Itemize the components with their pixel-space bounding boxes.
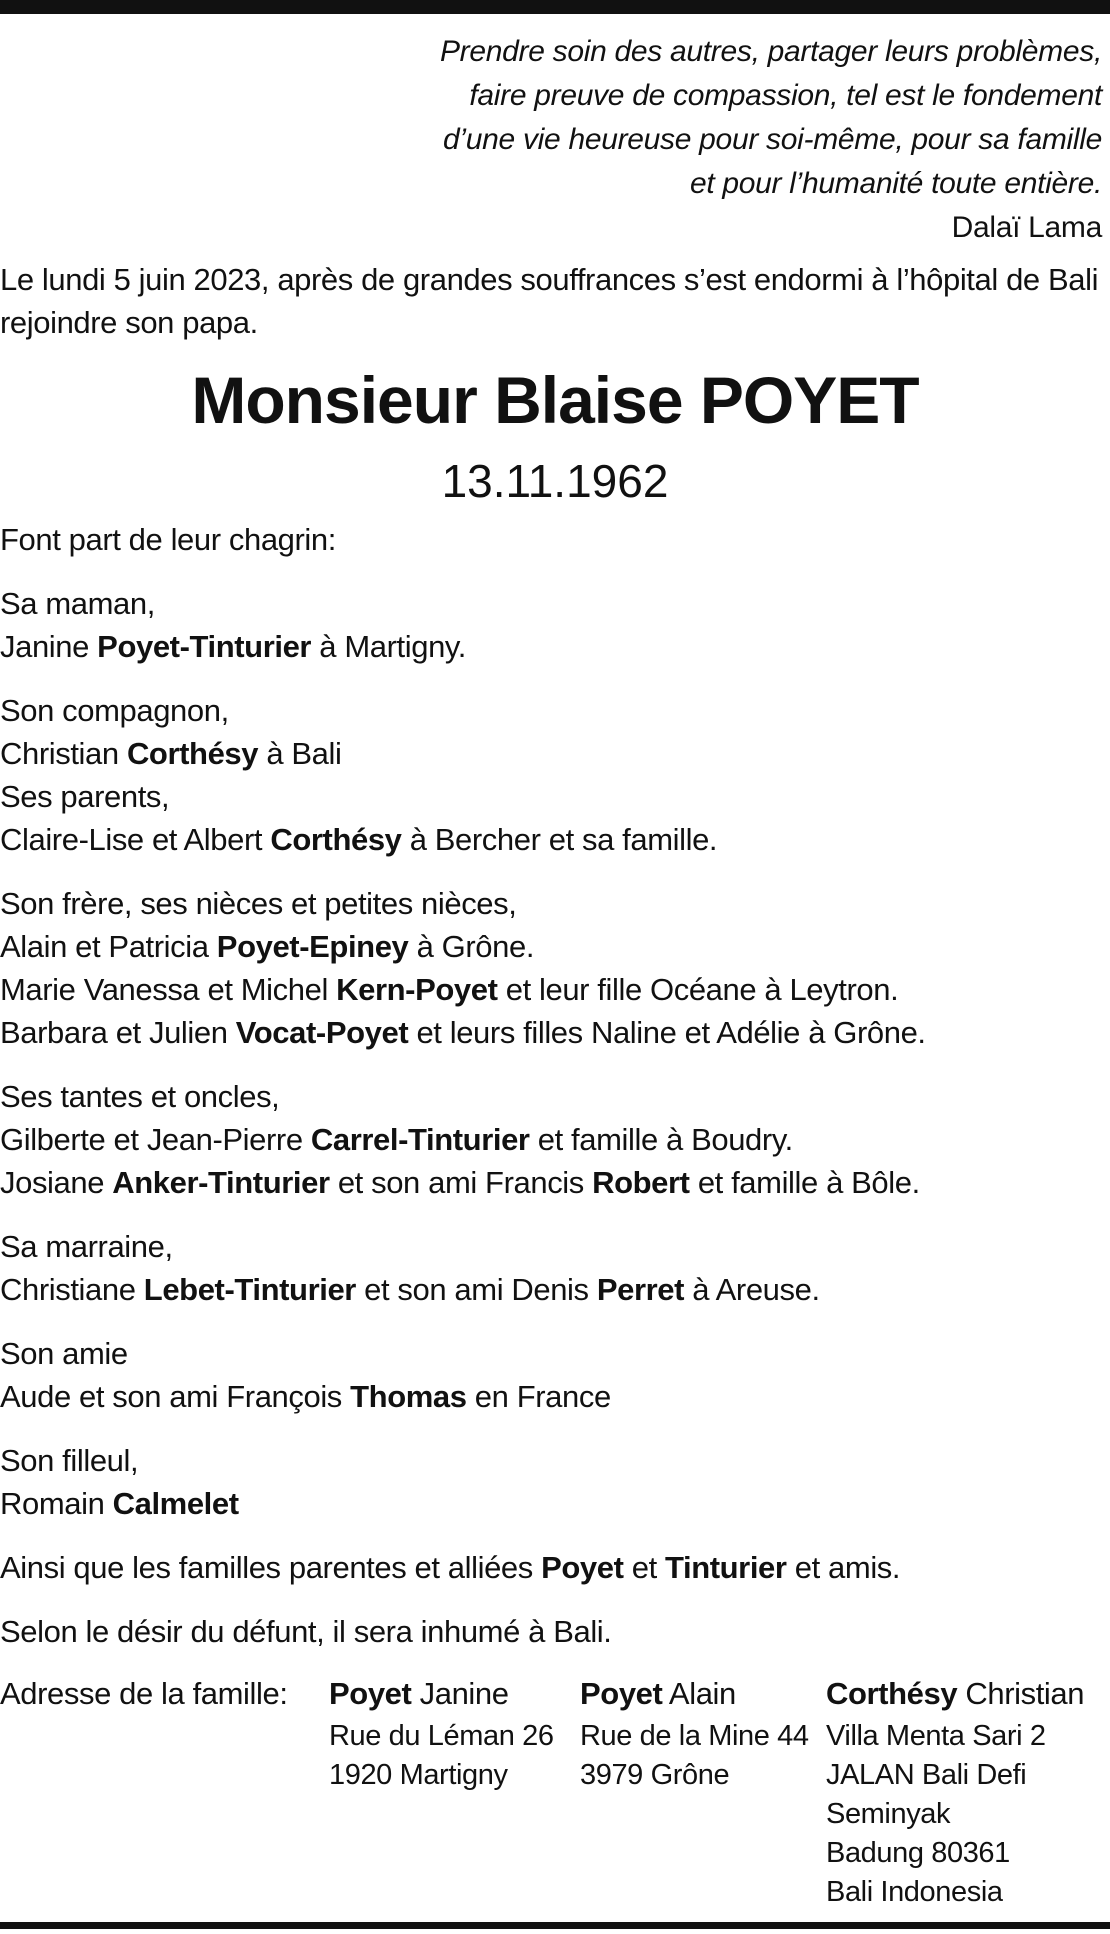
family-surname: Tinturier <box>665 1550 787 1585</box>
address-line: Bali Indonesia <box>826 1876 1003 1908</box>
bottom-rule <box>0 1922 1110 1929</box>
family-surname: Vocat-Poyet <box>235 1015 409 1050</box>
text-run: Gilberte et Jean-Pierre <box>0 1122 311 1157</box>
address-surname: Corthésy <box>826 1676 958 1711</box>
announcement-paragraph <box>0 1225 1110 1311</box>
announcement-line <box>0 1610 1110 1653</box>
text-run: et leur fille Océane à Leytron. <box>497 972 899 1007</box>
text-run: et famille à Bôle. <box>689 1165 920 1200</box>
text-run: Christiane <box>0 1272 144 1307</box>
announcement-line <box>0 968 1110 1011</box>
text-run: Selon le désir du défunt, il sera inhumé à Bali. <box>0 1614 612 1649</box>
address-name <box>826 1672 1084 1715</box>
announcement-paragraph <box>0 882 1110 1054</box>
text-run: Barbara et Julien <box>0 1015 236 1050</box>
text-run: Son frère, ses nièces et petites nièces, <box>0 886 517 921</box>
text-run: à Grône. <box>408 929 535 964</box>
address-name <box>329 1672 554 1715</box>
address-line: Villa Menta Sari 2 <box>826 1720 1046 1752</box>
text-run: et famille à Boudry. <box>529 1122 793 1157</box>
announcement-paragraph <box>0 518 1110 561</box>
address-firstname: Janine <box>411 1676 509 1711</box>
announcement-paragraph <box>0 689 1110 861</box>
announcement-line <box>0 1439 1110 1482</box>
intro-text: Le lundi 5 juin 2023, après de grandes souffrances s’est endormi à l’hôpital de Bali rejoindre son papa. <box>0 262 1099 340</box>
announcement-line <box>0 818 1110 861</box>
text-run: et son ami Francis <box>329 1165 593 1200</box>
family-surname: Anker-Tinturier <box>112 1165 330 1200</box>
family-surname: Calmelet <box>112 1486 239 1521</box>
announcement-line <box>0 732 1110 775</box>
birth-date: 13.11.1962 <box>441 455 669 507</box>
announcement-paragraph <box>0 1546 1110 1589</box>
text-run: Romain <box>0 1486 113 1521</box>
address-line: 3979 Grône <box>580 1759 730 1791</box>
announcement-paragraph <box>0 1610 1110 1653</box>
family-surname: Thomas <box>350 1379 467 1414</box>
text-run: Janine <box>0 629 98 664</box>
announcement-line <box>0 1375 1110 1418</box>
announcement-line <box>0 518 1110 561</box>
text-run: Aude et son ami François <box>0 1379 351 1414</box>
text-run: Claire-Lise et Albert <box>0 822 271 857</box>
announcement-line <box>0 1118 1110 1161</box>
text-run: Ses tantes et oncles, <box>0 1079 280 1114</box>
address-surname: Poyet <box>580 1676 663 1711</box>
announcement-line <box>0 775 1110 818</box>
text-run: Marie Vanessa et Michel <box>0 972 337 1007</box>
top-rule <box>0 0 1110 14</box>
announcement-paragraph <box>0 1332 1110 1418</box>
address-label: Adresse de la famille: <box>0 1676 288 1711</box>
text-run: en France <box>466 1379 611 1414</box>
family-surname: Robert <box>592 1165 690 1200</box>
announcement-line <box>0 1482 1110 1525</box>
announcement-line <box>0 1332 1110 1375</box>
announcement-line <box>0 625 1110 668</box>
address-name <box>580 1672 809 1715</box>
text-run: à Areuse. <box>684 1272 820 1307</box>
address-firstname: Christian <box>957 1676 1085 1711</box>
quote-line: d’une vie heureuse pour soi-même, pour sa famille <box>443 123 1102 156</box>
announcement-paragraph <box>0 1439 1110 1525</box>
announcement-paragraph <box>0 1075 1110 1204</box>
announcement-line <box>0 1546 1110 1589</box>
announcement-line <box>0 1011 1110 1054</box>
family-surname: Perret <box>596 1272 685 1307</box>
announcement-line <box>0 689 1110 732</box>
announcement-body <box>0 518 1110 1674</box>
text-run: et son ami Denis <box>355 1272 597 1307</box>
address-line: Seminyak <box>826 1798 951 1830</box>
quote-line: Prendre soin des autres, partager leurs problèmes, <box>439 35 1102 68</box>
text-run: Sa maman, <box>0 586 155 621</box>
announcement-line <box>0 925 1110 968</box>
announcement-line <box>0 582 1110 625</box>
address-surname: Poyet <box>329 1676 412 1711</box>
family-surname: Poyet-Epiney <box>216 929 409 964</box>
text-run: à Bercher et sa famille. <box>401 822 718 857</box>
announcement-paragraph <box>0 582 1110 668</box>
family-surname: Poyet-Tinturier <box>97 629 312 664</box>
text-run: Ses parents, <box>0 779 170 814</box>
family-surname: Lebet-Tinturier <box>143 1272 356 1307</box>
text-run: Son compagnon, <box>0 693 229 728</box>
address-column <box>580 1672 809 1795</box>
deceased-name: Monsieur Blaise POYET <box>191 363 919 437</box>
text-run: et amis. <box>786 1550 901 1585</box>
announcement-line <box>0 882 1110 925</box>
announcement-line <box>0 1161 1110 1204</box>
address-line: 1920 Martigny <box>329 1759 508 1791</box>
text-run: et leurs filles Naline et Adélie à Grône. <box>408 1015 926 1050</box>
address-line: Badung 80361 <box>826 1837 1010 1869</box>
address-line: Rue de la Mine 44 <box>580 1720 809 1752</box>
text-run: Sa marraine, <box>0 1229 173 1264</box>
family-surname: Kern-Poyet <box>336 972 498 1007</box>
quote-line: faire preuve de compassion, tel est le fondement <box>469 79 1102 112</box>
text-run: Alain et Patricia <box>0 929 217 964</box>
family-surname: Corthésy <box>126 736 259 771</box>
quote-author: Dalaï Lama <box>951 211 1102 244</box>
quote-line: et pour l’humanité toute entière. <box>689 167 1102 200</box>
address-line: JALAN Bali Defi <box>826 1759 1027 1791</box>
text-run: Ainsi que les familles parentes et alliées <box>0 1550 542 1585</box>
text-run: Christian <box>0 736 127 771</box>
text-run: à Bali <box>258 736 342 771</box>
text-run: Son filleul, <box>0 1443 139 1478</box>
text-run: Son amie <box>0 1336 128 1371</box>
announcement-line <box>0 1268 1110 1311</box>
family-surname: Carrel-Tinturier <box>310 1122 530 1157</box>
address-firstname: Alain <box>662 1676 736 1711</box>
announcement-line <box>0 1225 1110 1268</box>
announcement-line <box>0 1075 1110 1118</box>
address-line: Rue du Léman 26 <box>329 1720 554 1752</box>
address-column <box>826 1672 1084 1912</box>
family-surname: Poyet <box>541 1550 624 1585</box>
text-run: Font part de leur chagrin: <box>0 522 336 557</box>
address-column <box>329 1672 554 1795</box>
text-run: Josiane <box>0 1165 113 1200</box>
family-surname: Corthésy <box>270 822 402 857</box>
text-run: à Martigny. <box>311 629 466 664</box>
epigraph-quote <box>342 30 1102 250</box>
text-run: et <box>623 1550 665 1585</box>
